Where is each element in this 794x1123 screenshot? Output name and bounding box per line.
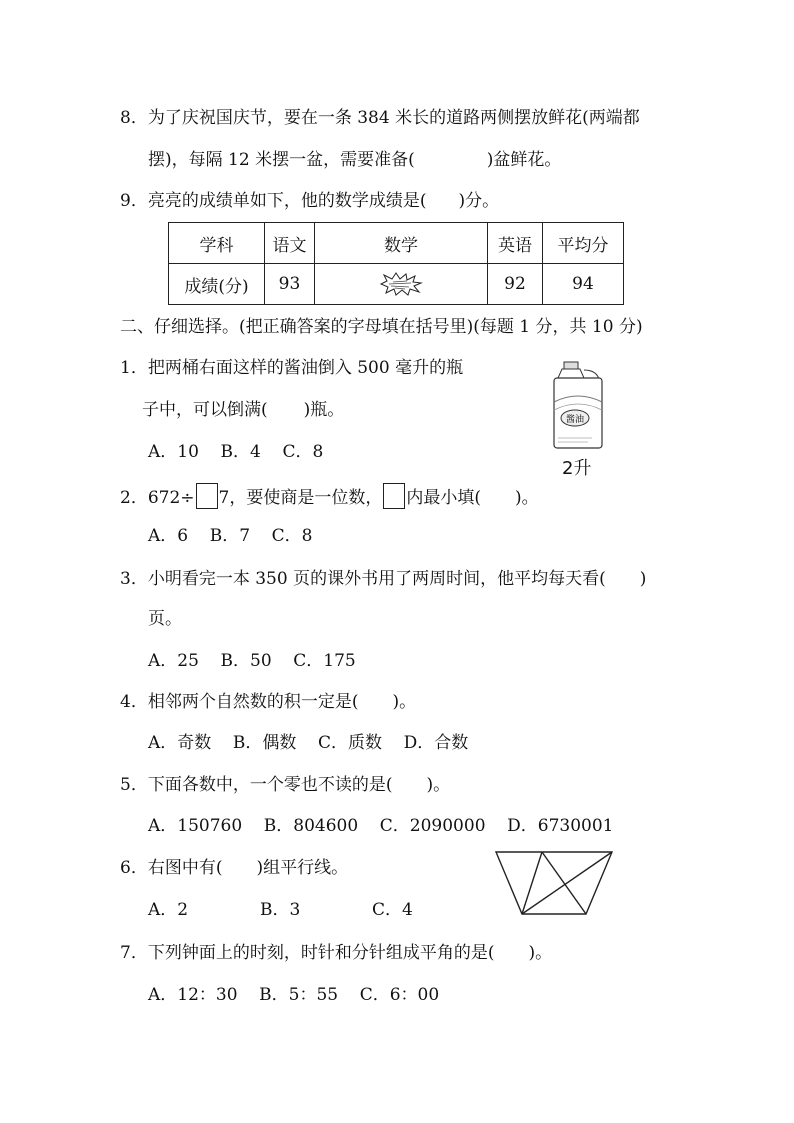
c2-text-a: 2．672÷ [120, 488, 195, 508]
c1-text-b: )瓶。 [303, 400, 345, 420]
c6-line [120, 856, 348, 880]
header-average: 平均分 [543, 223, 624, 264]
score-english: 92 [488, 264, 543, 305]
c2-text-d: )。 [514, 488, 539, 508]
row-label: 成绩(分) [169, 264, 265, 305]
c7-text-a: 7．下列钟面上的时刻，时针和分针组成平角的是( [120, 943, 495, 963]
c4-text-b: )。 [392, 692, 417, 712]
header-subject: 学科 [169, 223, 265, 264]
c7-text-b: )。 [528, 943, 553, 963]
c5-text-a: 5．下面各数中，一个零也不读的是( [120, 775, 393, 795]
c7-options: A．12：30 B．5：55 C．6：00 [148, 985, 440, 1005]
table-header-row [169, 223, 624, 264]
c4-text-a: 4．相邻两个自然数的积一定是( [120, 692, 359, 712]
score-average: 94 [543, 264, 624, 305]
c6-opt-a: A．2 [148, 900, 189, 920]
c6-opt-c: C．4 [372, 900, 413, 920]
c5-options: A．150760 B．804600 C．2090000 D．6730001 [148, 816, 614, 836]
q8-text-b: )盆鲜花。 [486, 150, 562, 170]
c3-line1 [120, 567, 646, 591]
c2-square-box-ref [383, 483, 405, 509]
q8-text-a: 摆)，每隔 12 米摆一盆，需要准备( [148, 150, 415, 170]
c6-text-a: 6．右图中有( [120, 858, 223, 878]
section2-title: 二、仔细选择。(把正确答案的字母填在括号里)(每题 1 分，共 10 分) [120, 317, 643, 337]
c6-opt-b: B．3 [260, 900, 301, 920]
header-english: 英语 [488, 223, 543, 264]
score-table [168, 222, 624, 305]
q8-line2 [148, 148, 561, 172]
soy-sauce-bottle-icon [548, 360, 610, 450]
bottle-caption: 2升 [562, 458, 592, 479]
c2-square-box[interactable] [196, 483, 218, 509]
c1-line2 [142, 398, 344, 422]
c1-options: A．10 B．4 C．8 [148, 442, 324, 462]
c5-line [120, 773, 450, 797]
score-chinese: 93 [265, 264, 315, 305]
header-math: 数学 [315, 223, 488, 264]
c1-line1: 1．把两桶右面这样的酱油倒入 500 毫升的瓶 [120, 358, 464, 378]
c4-options: A．奇数 B．偶数 C．质数 D．合数 [148, 733, 469, 753]
q9-text-a: 9．亮亮的成绩单如下，他的数学成绩是( [120, 191, 427, 211]
q8-line1: 8．为了庆祝国庆节，要在一条 384 米长的道路两侧摆放鲜花(两端都 [120, 108, 640, 128]
c1-text-a: 子中，可以倒满( [142, 400, 268, 420]
c3-line2: 页。 [148, 609, 182, 629]
c2-options: A．6 B．7 C．8 [148, 526, 313, 546]
parallel-lines-figure-icon [494, 850, 616, 918]
c5-text-b: )。 [426, 775, 451, 795]
q9-line [120, 189, 499, 213]
header-chinese: 语文 [265, 223, 315, 264]
c2-text-c: 内最小填( [406, 488, 481, 508]
soy-sauce-bottle-figure [548, 360, 610, 479]
c3-options: A．25 B．50 C．175 [148, 651, 356, 671]
c3-text-a: 3．小明看完一本 350 页的课外书用了两周时间，他平均每天看( [120, 569, 606, 589]
table-row [169, 264, 624, 305]
c7-line [120, 941, 552, 965]
c4-line [120, 690, 416, 714]
c2-text-b: 7，要使商是一位数， [218, 488, 383, 508]
c6-text-b: )组平行线。 [256, 858, 349, 878]
ink-splat-icon [379, 272, 423, 296]
score-math-hidden [315, 264, 488, 305]
c3-text-b: ) [639, 569, 647, 589]
q9-text-b: )分。 [458, 191, 500, 211]
bottle-label: 酱油 [565, 415, 585, 425]
c2-line [120, 483, 539, 510]
